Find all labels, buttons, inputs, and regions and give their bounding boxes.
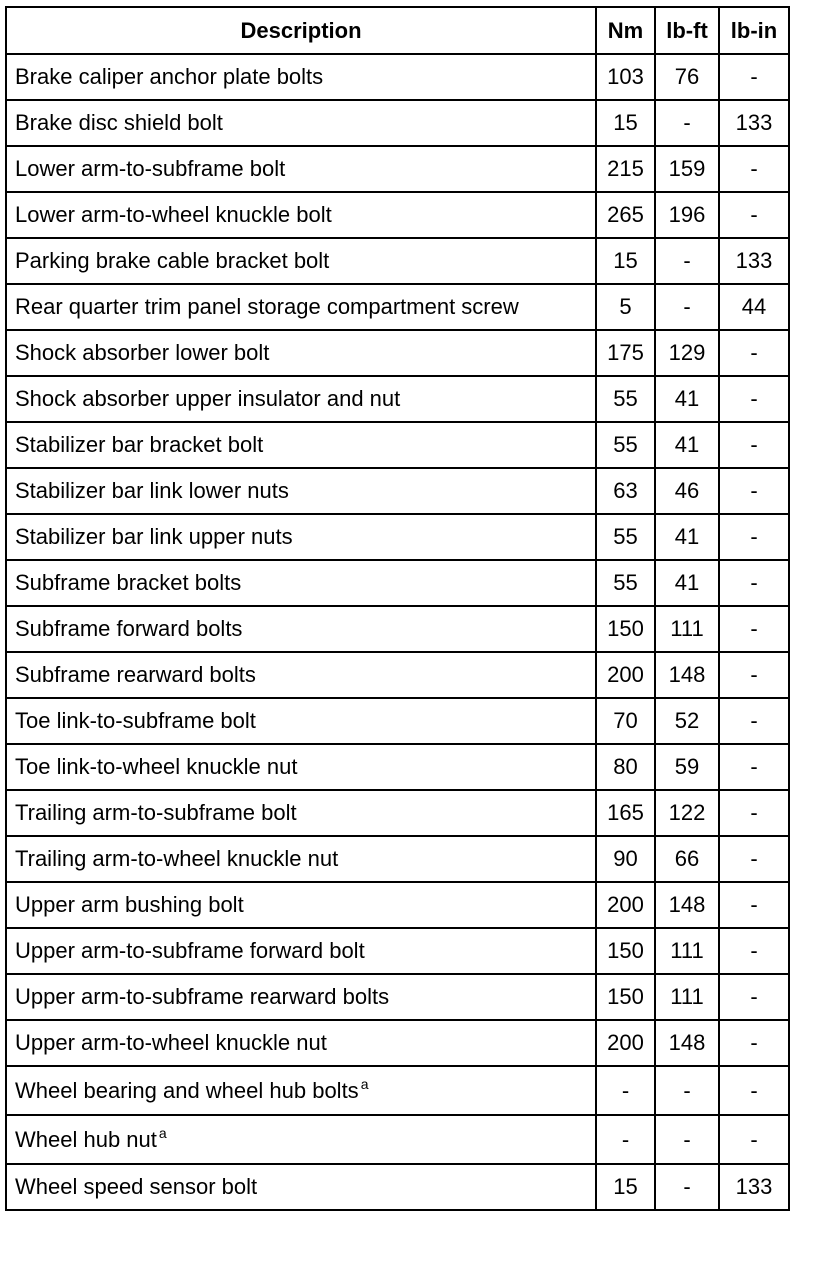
description-cell	[6, 744, 596, 790]
description-text: Subframe bracket bolts	[15, 570, 242, 595]
nm-cell: 55	[596, 422, 655, 468]
lbft-cell: 46	[655, 468, 719, 514]
lbin-cell: 133	[719, 100, 789, 146]
description-cell	[6, 698, 596, 744]
lbin-cell: -	[719, 606, 789, 652]
header-nm: Nm	[596, 7, 655, 54]
description-cell	[6, 330, 596, 376]
description-text: Stabilizer bar bracket bolt	[15, 432, 264, 457]
description-text: Stabilizer bar link lower nuts	[15, 478, 289, 503]
description-text: Stabilizer bar link upper nuts	[15, 524, 293, 549]
lbft-cell: 122	[655, 790, 719, 836]
torque-specification-table	[5, 6, 790, 1211]
nm-cell: 63	[596, 468, 655, 514]
lbin-cell: -	[719, 560, 789, 606]
nm-cell: 55	[596, 514, 655, 560]
description-cell	[6, 790, 596, 836]
table-row	[6, 652, 789, 698]
lbft-cell: 59	[655, 744, 719, 790]
lbft-cell: 41	[655, 422, 719, 468]
lbin-cell: -	[719, 928, 789, 974]
lbft-cell: 129	[655, 330, 719, 376]
header-description: Description	[6, 7, 596, 54]
lbin-cell: -	[719, 790, 789, 836]
nm-cell: 15	[596, 238, 655, 284]
description-cell	[6, 652, 596, 698]
nm-cell: 55	[596, 376, 655, 422]
description-cell	[6, 514, 596, 560]
table-body	[6, 54, 789, 1210]
lbft-cell: 41	[655, 514, 719, 560]
nm-cell: 103	[596, 54, 655, 100]
table-row	[6, 1115, 789, 1164]
description-text: Toe link-to-subframe bolt	[15, 708, 256, 733]
lbft-cell: 148	[655, 652, 719, 698]
footnote-marker: a	[158, 1125, 167, 1142]
lbin-cell: 133	[719, 238, 789, 284]
description-cell	[6, 560, 596, 606]
lbft-cell: -	[655, 100, 719, 146]
nm-cell: 165	[596, 790, 655, 836]
lbin-cell: -	[719, 744, 789, 790]
table-row	[6, 1066, 789, 1115]
description-text: Toe link-to-wheel knuckle nut	[15, 754, 298, 779]
nm-cell: 150	[596, 974, 655, 1020]
table-row	[6, 1164, 789, 1210]
lbft-cell: 111	[655, 974, 719, 1020]
lbin-cell: -	[719, 652, 789, 698]
header-row	[6, 7, 789, 54]
table-row	[6, 238, 789, 284]
description-cell	[6, 882, 596, 928]
description-text: Parking brake cable bracket bolt	[15, 248, 330, 273]
nm-cell: 15	[596, 100, 655, 146]
description-text: Lower arm-to-wheel knuckle bolt	[15, 202, 332, 227]
lbft-cell: 111	[655, 606, 719, 652]
description-cell	[6, 468, 596, 514]
description-cell	[6, 100, 596, 146]
description-text: Shock absorber upper insulator and nut	[15, 386, 401, 411]
table-row	[6, 606, 789, 652]
description-text: Trailing arm-to-wheel knuckle nut	[15, 846, 339, 871]
description-text: Upper arm bushing bolt	[15, 892, 244, 917]
lbft-cell: 148	[655, 882, 719, 928]
lbft-cell: -	[655, 1164, 719, 1210]
nm-cell: 265	[596, 192, 655, 238]
description-cell	[6, 192, 596, 238]
description-cell	[6, 1164, 596, 1210]
nm-cell: -	[596, 1066, 655, 1115]
table-row	[6, 468, 789, 514]
lbin-cell: 133	[719, 1164, 789, 1210]
lbft-cell: 111	[655, 928, 719, 974]
table-row	[6, 284, 789, 330]
nm-cell: 150	[596, 606, 655, 652]
description-text: Upper arm-to-wheel knuckle nut	[15, 1030, 327, 1055]
table-row	[6, 330, 789, 376]
description-text: Trailing arm-to-subframe bolt	[15, 800, 297, 825]
table-row	[6, 100, 789, 146]
description-text: Shock absorber lower bolt	[15, 340, 270, 365]
description-cell	[6, 376, 596, 422]
lbin-cell: -	[719, 376, 789, 422]
lbin-cell: 44	[719, 284, 789, 330]
table-row	[6, 790, 789, 836]
table-row	[6, 514, 789, 560]
table-row	[6, 192, 789, 238]
table-row	[6, 54, 789, 100]
table-row	[6, 744, 789, 790]
lbft-cell: -	[655, 238, 719, 284]
nm-cell: 200	[596, 1020, 655, 1066]
nm-cell: 200	[596, 652, 655, 698]
description-cell	[6, 238, 596, 284]
nm-cell: 200	[596, 882, 655, 928]
description-text: Upper arm-to-subframe rearward bolts	[15, 984, 390, 1009]
description-cell	[6, 1066, 596, 1115]
lbft-cell: 52	[655, 698, 719, 744]
lbin-cell: -	[719, 1066, 789, 1115]
lbft-cell: 41	[655, 376, 719, 422]
description-text: Rear quarter trim panel storage compartment screw	[15, 294, 519, 319]
lbft-cell: 196	[655, 192, 719, 238]
table-row	[6, 974, 789, 1020]
table-row	[6, 928, 789, 974]
nm-cell: 15	[596, 1164, 655, 1210]
lbin-cell: -	[719, 1020, 789, 1066]
table-row	[6, 560, 789, 606]
table-row	[6, 376, 789, 422]
description-text: Subframe forward bolts	[15, 616, 243, 641]
description-cell	[6, 284, 596, 330]
description-text: Brake disc shield bolt	[15, 110, 223, 135]
lbft-cell: 148	[655, 1020, 719, 1066]
description-text: Upper arm-to-subframe forward bolt	[15, 938, 365, 963]
lbin-cell: -	[719, 514, 789, 560]
table-row	[6, 836, 789, 882]
lbin-cell: -	[719, 146, 789, 192]
lbin-cell: -	[719, 882, 789, 928]
lbin-cell: -	[719, 54, 789, 100]
description-text: Wheel hub nut	[15, 1126, 157, 1152]
nm-cell: 90	[596, 836, 655, 882]
nm-cell: 70	[596, 698, 655, 744]
lbft-cell: 76	[655, 54, 719, 100]
nm-cell: -	[596, 1115, 655, 1164]
lbft-cell: 159	[655, 146, 719, 192]
nm-cell: 5	[596, 284, 655, 330]
table-row	[6, 422, 789, 468]
nm-cell: 55	[596, 560, 655, 606]
lbin-cell: -	[719, 468, 789, 514]
description-cell	[6, 1115, 596, 1164]
lbin-cell: -	[719, 192, 789, 238]
lbin-cell: -	[719, 422, 789, 468]
lbin-cell: -	[719, 836, 789, 882]
nm-cell: 80	[596, 744, 655, 790]
table-row	[6, 698, 789, 744]
lbft-cell: -	[655, 1115, 719, 1164]
lbft-cell: 66	[655, 836, 719, 882]
header-lbin: lb-in	[719, 7, 789, 54]
header-lbft: lb-ft	[655, 7, 719, 54]
description-cell	[6, 422, 596, 468]
table-row	[6, 882, 789, 928]
footnote-marker: a	[360, 1076, 369, 1093]
table-row	[6, 1020, 789, 1066]
description-cell	[6, 928, 596, 974]
lbft-cell: -	[655, 284, 719, 330]
description-cell	[6, 974, 596, 1020]
description-text: Wheel bearing and wheel hub bolts	[15, 1077, 359, 1103]
description-cell	[6, 54, 596, 100]
lbin-cell: -	[719, 330, 789, 376]
description-text: Brake caliper anchor plate bolts	[15, 64, 324, 89]
description-text: Wheel speed sensor bolt	[15, 1174, 258, 1199]
nm-cell: 150	[596, 928, 655, 974]
lbin-cell: -	[719, 974, 789, 1020]
description-cell	[6, 836, 596, 882]
description-cell	[6, 606, 596, 652]
lbft-cell: -	[655, 1066, 719, 1115]
lbin-cell: -	[719, 1115, 789, 1164]
nm-cell: 175	[596, 330, 655, 376]
description-text: Subframe rearward bolts	[15, 662, 256, 687]
description-text: Lower arm-to-subframe bolt	[15, 156, 286, 181]
lbft-cell: 41	[655, 560, 719, 606]
table-row	[6, 146, 789, 192]
description-cell	[6, 146, 596, 192]
lbin-cell: -	[719, 698, 789, 744]
description-cell	[6, 1020, 596, 1066]
nm-cell: 215	[596, 146, 655, 192]
